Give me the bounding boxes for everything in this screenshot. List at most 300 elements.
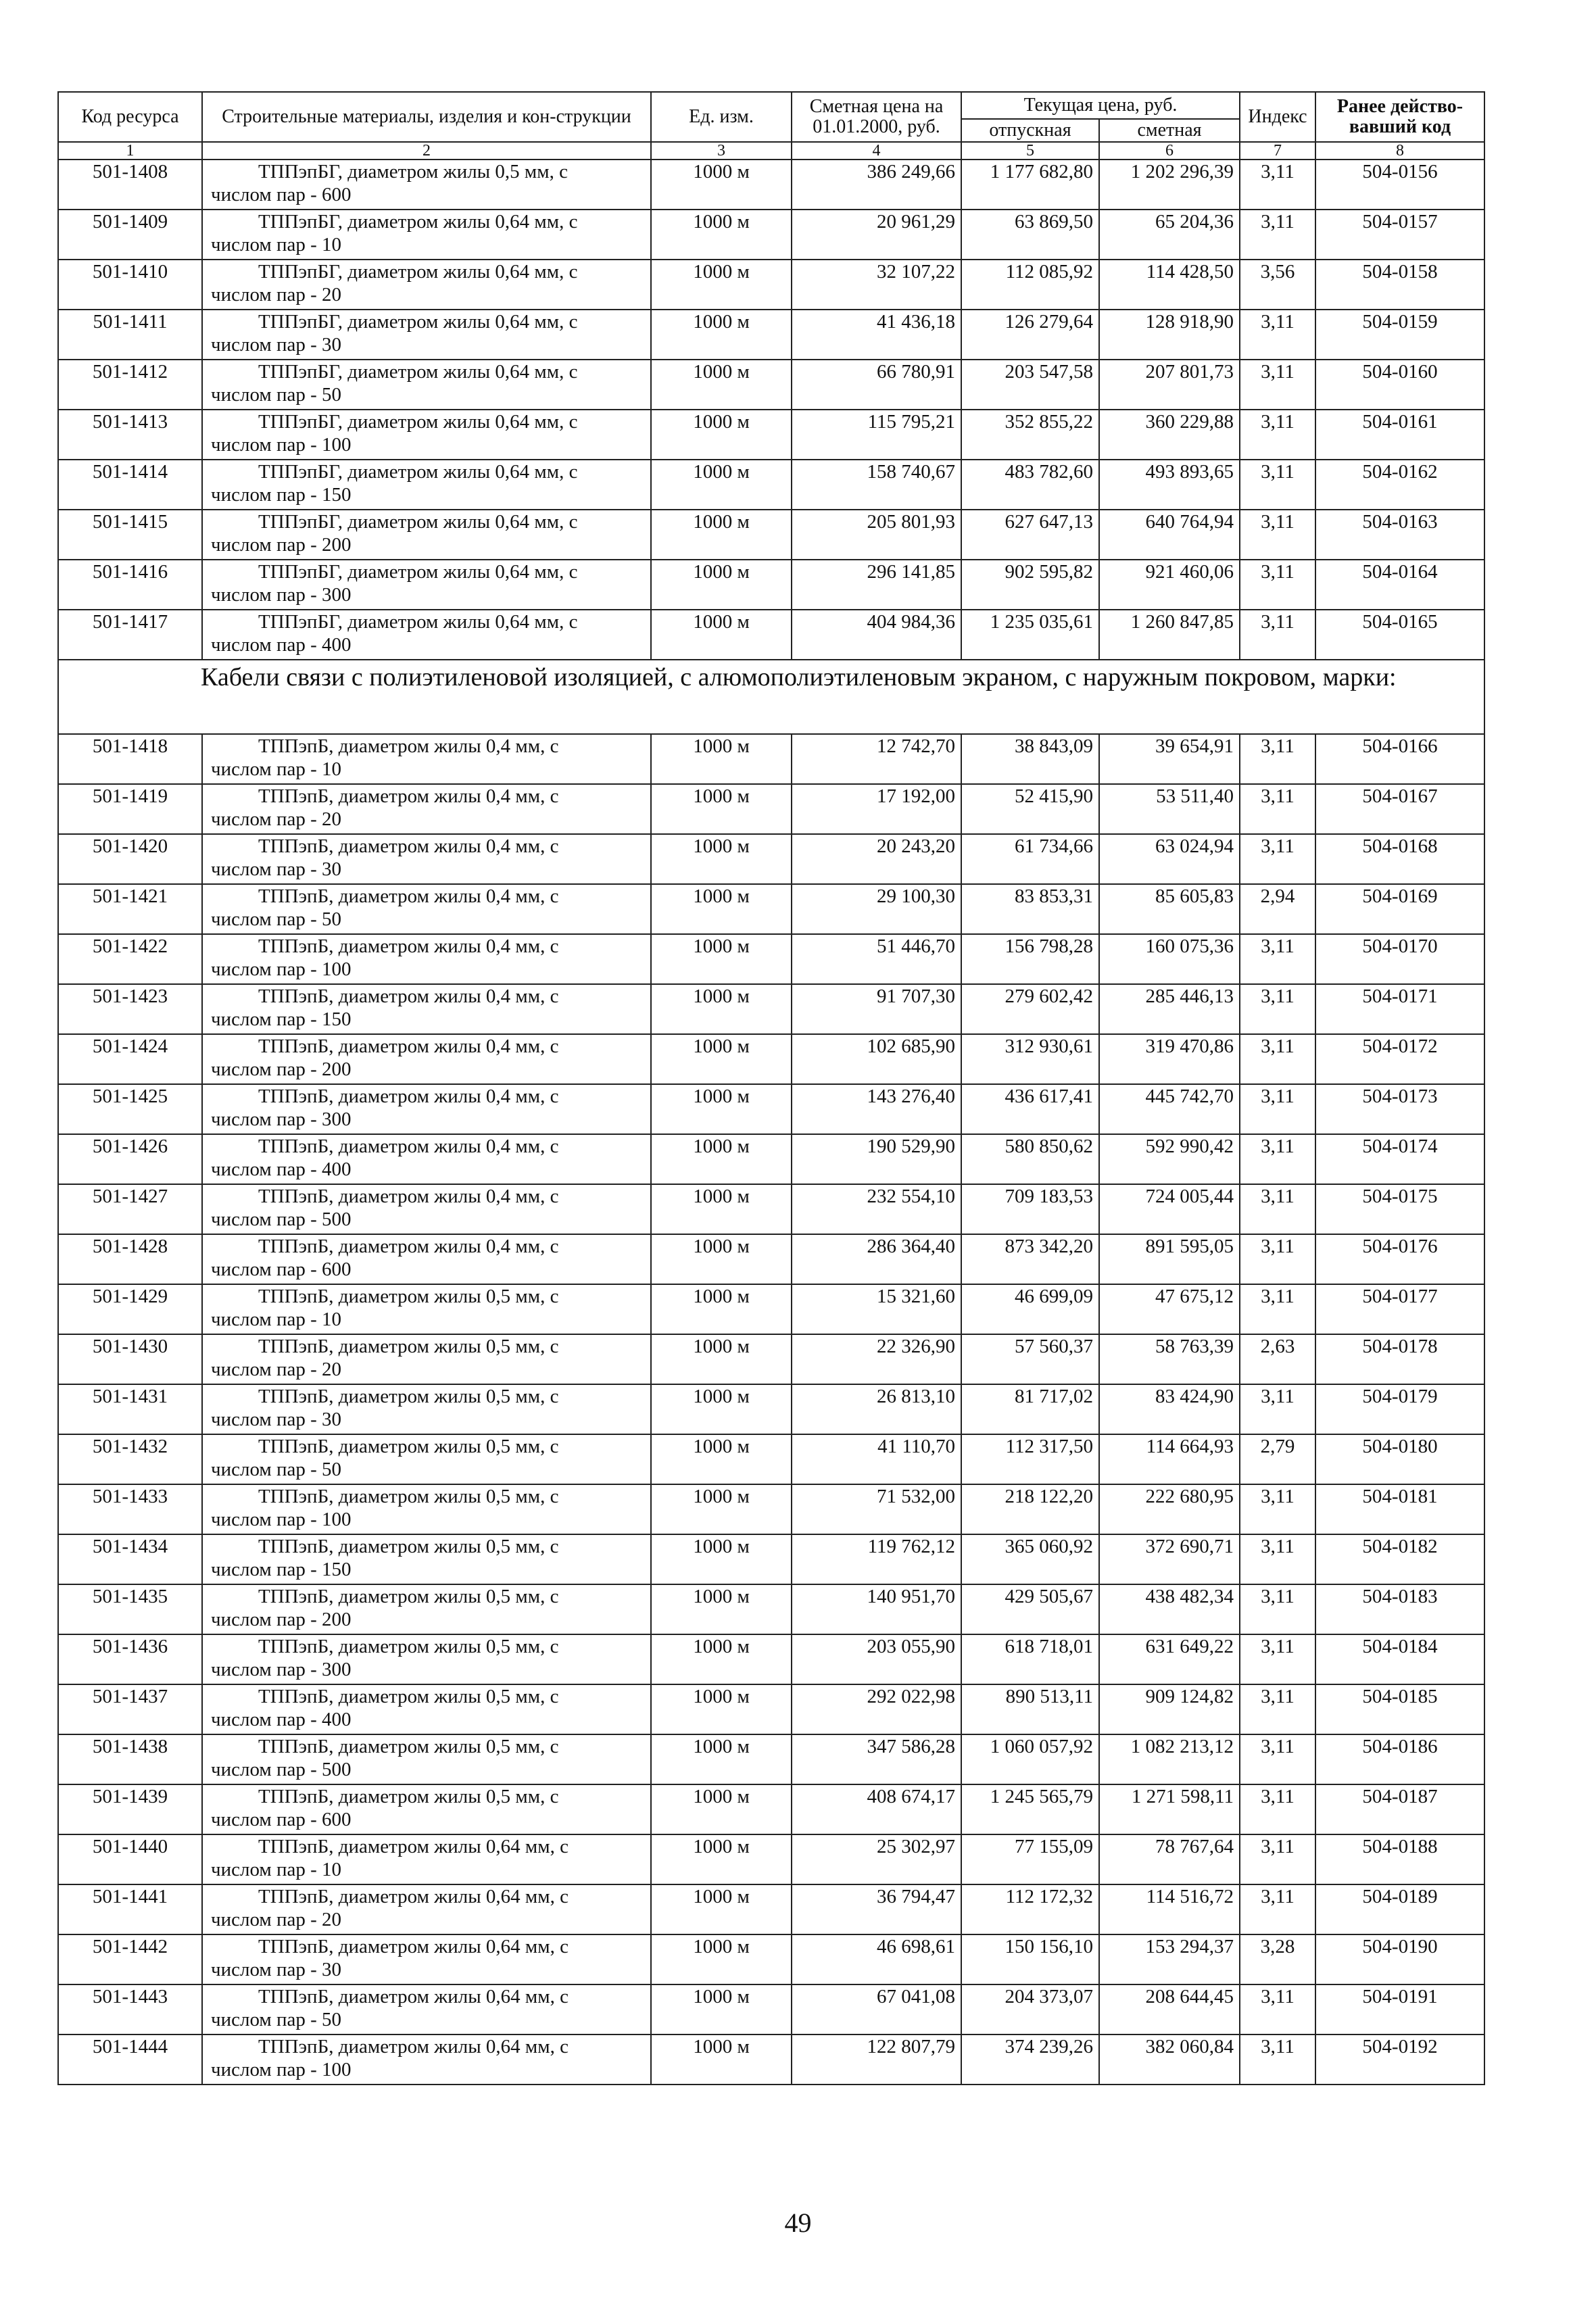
previous-code: 504-0161 xyxy=(1315,410,1484,460)
unit: 1000 м xyxy=(651,310,792,360)
material-name xyxy=(202,884,651,934)
base-price: 286 364,40 xyxy=(792,1234,961,1284)
release-price: 483 782,60 xyxy=(961,460,1099,510)
previous-code: 504-0159 xyxy=(1315,310,1484,360)
resource-code: 501-1435 xyxy=(58,1584,202,1634)
table-row xyxy=(58,510,1484,560)
estimate-price: 83 424,90 xyxy=(1099,1384,1240,1434)
resource-code: 501-1418 xyxy=(58,734,202,784)
previous-code: 504-0186 xyxy=(1315,1734,1484,1784)
base-price: 51 446,70 xyxy=(792,934,961,984)
base-price: 22 326,90 xyxy=(792,1334,961,1384)
release-price: 279 602,42 xyxy=(961,984,1099,1034)
release-price: 1 235 035,61 xyxy=(961,610,1099,660)
resource-code: 501-1432 xyxy=(58,1434,202,1484)
material-name-line1: ТППэпБ, диаметром жилы 0,4 мм, с xyxy=(258,935,559,957)
material-name-line2: числом пар - 300 xyxy=(211,1108,352,1130)
unit: 1000 м xyxy=(651,260,792,310)
price-index: 3,11 xyxy=(1240,2034,1315,2085)
unit: 1000 м xyxy=(651,884,792,934)
resource-code: 501-1413 xyxy=(58,410,202,460)
base-price: 41 436,18 xyxy=(792,310,961,360)
table-header xyxy=(58,92,1484,160)
column-number: 8 xyxy=(1315,142,1484,160)
release-price: 580 850,62 xyxy=(961,1134,1099,1184)
base-price: 190 529,90 xyxy=(792,1134,961,1184)
material-name xyxy=(202,1984,651,2034)
material-name-line1: ТППэпБ, диаметром жилы 0,4 мм, с xyxy=(258,1186,559,1207)
unit: 1000 м xyxy=(651,784,792,834)
material-name xyxy=(202,1684,651,1734)
column-number: 3 xyxy=(651,142,792,160)
resource-code: 501-1422 xyxy=(58,934,202,984)
material-name-line1: ТППэпБ, диаметром жилы 0,64 мм, с xyxy=(258,1886,569,1907)
material-name xyxy=(202,1584,651,1634)
price-index: 3,11 xyxy=(1240,410,1315,460)
previous-code: 504-0156 xyxy=(1315,160,1484,210)
table-row xyxy=(58,984,1484,1034)
resource-code: 501-1440 xyxy=(58,1834,202,1884)
unit: 1000 м xyxy=(651,1634,792,1684)
base-price: 29 100,30 xyxy=(792,884,961,934)
estimate-price: 222 680,95 xyxy=(1099,1484,1240,1534)
base-price: 119 762,12 xyxy=(792,1534,961,1584)
price-index: 3,11 xyxy=(1240,1184,1315,1234)
table-row xyxy=(58,1284,1484,1334)
material-name xyxy=(202,410,651,460)
table-row xyxy=(58,310,1484,360)
price-index: 3,11 xyxy=(1240,1384,1315,1434)
resource-code: 501-1411 xyxy=(58,310,202,360)
unit: 1000 м xyxy=(651,1884,792,1934)
material-name xyxy=(202,1384,651,1434)
table-row xyxy=(58,1834,1484,1884)
previous-code: 504-0184 xyxy=(1315,1634,1484,1684)
release-price: 204 373,07 xyxy=(961,1984,1099,2034)
material-name xyxy=(202,1484,651,1534)
material-name-line1: ТППэпБГ, диаметром жилы 0,64 мм, с xyxy=(258,611,578,633)
header-base-price: Сметная цена на 01.01.2000, руб. xyxy=(792,92,961,142)
base-price: 203 055,90 xyxy=(792,1634,961,1684)
previous-code: 504-0176 xyxy=(1315,1234,1484,1284)
estimate-price: 114 516,72 xyxy=(1099,1884,1240,1934)
table-row xyxy=(58,460,1484,510)
table-row xyxy=(58,560,1484,610)
estimate-price: 47 675,12 xyxy=(1099,1284,1240,1334)
header-estimate-price: сметная xyxy=(1099,119,1240,142)
material-name-line2: числом пар - 30 xyxy=(211,1959,342,1980)
material-name-line2: числом пар - 600 xyxy=(211,1809,352,1830)
resource-code: 501-1433 xyxy=(58,1484,202,1534)
page-number: 49 xyxy=(784,2208,812,2238)
estimate-price: 438 482,34 xyxy=(1099,1584,1240,1634)
resource-code: 501-1436 xyxy=(58,1634,202,1684)
resource-code: 501-1443 xyxy=(58,1984,202,2034)
resource-code: 501-1438 xyxy=(58,1734,202,1784)
estimate-price: 78 767,64 xyxy=(1099,1834,1240,1884)
column-number: 2 xyxy=(202,142,651,160)
header-index: Индекс xyxy=(1240,92,1315,142)
unit: 1000 м xyxy=(651,1484,792,1534)
material-name-line1: ТППэпБГ, диаметром жилы 0,64 мм, с xyxy=(258,411,578,433)
price-index: 2,94 xyxy=(1240,884,1315,934)
previous-code: 504-0165 xyxy=(1315,610,1484,660)
base-price: 17 192,00 xyxy=(792,784,961,834)
header-code: Код ресурса xyxy=(58,92,202,142)
previous-code: 504-0171 xyxy=(1315,984,1484,1034)
resource-code: 501-1426 xyxy=(58,1134,202,1184)
table-row xyxy=(58,1134,1484,1184)
price-index: 3,11 xyxy=(1240,1484,1315,1534)
price-index: 3,11 xyxy=(1240,934,1315,984)
estimate-price: 53 511,40 xyxy=(1099,784,1240,834)
column-number: 1 xyxy=(58,142,202,160)
release-price: 150 156,10 xyxy=(961,1934,1099,1984)
release-price: 112 172,32 xyxy=(961,1884,1099,1934)
material-name xyxy=(202,210,651,260)
previous-code: 504-0192 xyxy=(1315,2034,1484,2085)
price-index: 3,11 xyxy=(1240,1734,1315,1784)
material-name-line1: ТППэпБГ, диаметром жилы 0,64 мм, с xyxy=(258,561,578,583)
material-name-line1: ТППэпБ, диаметром жилы 0,5 мм, с xyxy=(258,1386,559,1407)
price-index: 3,11 xyxy=(1240,1234,1315,1284)
material-name-line1: ТППэпБ, диаметром жилы 0,64 мм, с xyxy=(258,1936,569,1957)
material-name xyxy=(202,1034,651,1084)
release-price: 374 239,26 xyxy=(961,2034,1099,2085)
material-name-line2: числом пар - 500 xyxy=(211,1759,352,1780)
unit: 1000 м xyxy=(651,1434,792,1484)
base-price: 292 022,98 xyxy=(792,1684,961,1734)
base-price: 205 801,93 xyxy=(792,510,961,560)
material-name xyxy=(202,1634,651,1684)
price-index: 3,11 xyxy=(1240,1534,1315,1584)
release-price: 63 869,50 xyxy=(961,210,1099,260)
price-table-sheet xyxy=(57,91,1484,2085)
base-price: 232 554,10 xyxy=(792,1184,961,1234)
material-name-line2: числом пар - 200 xyxy=(211,534,352,556)
material-name xyxy=(202,1284,651,1334)
material-name xyxy=(202,1434,651,1484)
release-price: 1 245 565,79 xyxy=(961,1784,1099,1834)
material-name-line1: ТППэпБ, диаметром жилы 0,5 мм, с xyxy=(258,1436,559,1457)
base-price: 66 780,91 xyxy=(792,360,961,410)
material-name-line1: ТППэпБ, диаметром жилы 0,64 мм, с xyxy=(258,1986,569,2007)
material-name-line2: числом пар - 100 xyxy=(211,958,352,980)
unit: 1000 м xyxy=(651,984,792,1034)
material-name-line2: числом пар - 100 xyxy=(211,2059,352,2080)
table-row xyxy=(58,210,1484,260)
estimate-price: 1 271 598,11 xyxy=(1099,1784,1240,1834)
material-name xyxy=(202,1534,651,1584)
release-price: 429 505,67 xyxy=(961,1584,1099,1634)
price-index: 3,11 xyxy=(1240,1634,1315,1684)
table-row xyxy=(58,1884,1484,1934)
resource-code: 501-1419 xyxy=(58,784,202,834)
previous-code: 504-0158 xyxy=(1315,260,1484,310)
material-name-line2: числом пар - 30 xyxy=(211,334,342,356)
unit: 1000 м xyxy=(651,834,792,884)
release-price: 57 560,37 xyxy=(961,1334,1099,1384)
table-row xyxy=(58,1934,1484,1984)
resource-code: 501-1429 xyxy=(58,1284,202,1334)
estimate-price: 360 229,88 xyxy=(1099,410,1240,460)
material-name xyxy=(202,1084,651,1134)
unit: 1000 м xyxy=(651,510,792,560)
base-price: 41 110,70 xyxy=(792,1434,961,1484)
base-price: 12 742,70 xyxy=(792,734,961,784)
base-price: 158 740,67 xyxy=(792,460,961,510)
previous-code: 504-0180 xyxy=(1315,1434,1484,1484)
material-name xyxy=(202,1934,651,1984)
material-name xyxy=(202,310,651,360)
base-price: 25 302,97 xyxy=(792,1834,961,1884)
material-name-line1: ТППэпБ, диаметром жилы 0,5 мм, с xyxy=(258,1786,559,1807)
material-name-line2: числом пар - 20 xyxy=(211,808,342,830)
column-number: 6 xyxy=(1099,142,1240,160)
header-current-price: Текущая цена, руб. xyxy=(961,92,1240,119)
unit: 1000 м xyxy=(651,560,792,610)
resource-code: 501-1414 xyxy=(58,460,202,510)
price-index: 3,11 xyxy=(1240,1034,1315,1084)
material-name-line1: ТППэпБ, диаметром жилы 0,4 мм, с xyxy=(258,1236,559,1257)
table-row xyxy=(58,1334,1484,1384)
unit: 1000 м xyxy=(651,734,792,784)
unit: 1000 м xyxy=(651,1784,792,1834)
previous-code: 504-0187 xyxy=(1315,1784,1484,1834)
material-name-line2: числом пар - 200 xyxy=(211,1609,352,1630)
release-price: 46 699,09 xyxy=(961,1284,1099,1334)
table-row xyxy=(58,934,1484,984)
material-name-line1: ТППэпБГ, диаметром жилы 0,64 мм, с xyxy=(258,311,578,333)
material-name xyxy=(202,734,651,784)
release-price: 1 177 682,80 xyxy=(961,160,1099,210)
resource-code: 501-1410 xyxy=(58,260,202,310)
material-name-line1: ТППэпБ, диаметром жилы 0,5 мм, с xyxy=(258,1336,559,1357)
estimate-price: 631 649,22 xyxy=(1099,1634,1240,1684)
release-price: 312 930,61 xyxy=(961,1034,1099,1084)
previous-code: 504-0172 xyxy=(1315,1034,1484,1084)
material-name-line1: ТППэпБ, диаметром жилы 0,64 мм, с xyxy=(258,1836,569,1857)
unit: 1000 м xyxy=(651,410,792,460)
release-price: 156 798,28 xyxy=(961,934,1099,984)
material-name-line1: ТППэпБГ, диаметром жилы 0,64 мм, с xyxy=(258,511,578,533)
estimate-price: 128 918,90 xyxy=(1099,310,1240,360)
material-name-line1: ТППэпБГ, диаметром жилы 0,64 мм, с xyxy=(258,261,578,283)
base-price: 67 041,08 xyxy=(792,1984,961,2034)
resource-code: 501-1437 xyxy=(58,1684,202,1734)
price-index: 3,11 xyxy=(1240,460,1315,510)
table-row xyxy=(58,1484,1484,1534)
estimate-price: 207 801,73 xyxy=(1099,360,1240,410)
material-name xyxy=(202,560,651,610)
estimate-price: 445 742,70 xyxy=(1099,1084,1240,1134)
base-price: 404 984,36 xyxy=(792,610,961,660)
material-name xyxy=(202,2034,651,2085)
unit: 1000 м xyxy=(651,360,792,410)
table-body-b xyxy=(58,734,1484,2085)
base-price: 386 249,66 xyxy=(792,160,961,210)
base-price: 115 795,21 xyxy=(792,410,961,460)
material-name-line1: ТППэпБГ, диаметром жилы 0,64 мм, с xyxy=(258,461,578,483)
material-name-line2: числом пар - 600 xyxy=(211,1259,352,1280)
previous-code: 504-0167 xyxy=(1315,784,1484,834)
release-price: 890 513,11 xyxy=(961,1684,1099,1734)
material-name xyxy=(202,1784,651,1834)
previous-code: 504-0164 xyxy=(1315,560,1484,610)
release-price: 112 317,50 xyxy=(961,1434,1099,1484)
table-row xyxy=(58,1034,1484,1084)
material-name-line2: числом пар - 200 xyxy=(211,1058,352,1080)
table-row xyxy=(58,1084,1484,1134)
material-name-line2: числом пар - 30 xyxy=(211,1409,342,1430)
table-row xyxy=(58,784,1484,834)
price-index: 3,11 xyxy=(1240,310,1315,360)
estimate-price: 319 470,86 xyxy=(1099,1034,1240,1084)
base-price: 32 107,22 xyxy=(792,260,961,310)
material-name xyxy=(202,984,651,1034)
base-price: 26 813,10 xyxy=(792,1384,961,1434)
release-price: 38 843,09 xyxy=(961,734,1099,784)
material-name-line1: ТППэпБ, диаметром жилы 0,5 мм, с xyxy=(258,1486,559,1507)
release-price: 436 617,41 xyxy=(961,1084,1099,1134)
material-name-line1: ТППэпБ, диаметром жилы 0,5 мм, с xyxy=(258,1536,559,1557)
price-index: 3,11 xyxy=(1240,1684,1315,1734)
unit: 1000 м xyxy=(651,1384,792,1434)
previous-code: 504-0174 xyxy=(1315,1134,1484,1184)
material-name-line1: ТППэпБ, диаметром жилы 0,4 мм, с xyxy=(258,885,559,907)
previous-code: 504-0189 xyxy=(1315,1884,1484,1934)
price-index: 3,11 xyxy=(1240,734,1315,784)
unit: 1000 м xyxy=(651,1584,792,1634)
material-name-line1: ТППэпБ, диаметром жилы 0,4 мм, с xyxy=(258,985,559,1007)
unit: 1000 м xyxy=(651,2034,792,2085)
material-name xyxy=(202,784,651,834)
table-row xyxy=(58,834,1484,884)
material-name-line2: числом пар - 400 xyxy=(211,1159,352,1180)
resource-code: 501-1408 xyxy=(58,160,202,210)
base-price: 408 674,17 xyxy=(792,1784,961,1834)
release-price: 218 122,20 xyxy=(961,1484,1099,1534)
material-name xyxy=(202,934,651,984)
material-name-line1: ТППэпБ, диаметром жилы 0,4 мм, с xyxy=(258,1136,559,1157)
material-name-line2: числом пар - 300 xyxy=(211,584,352,606)
material-name xyxy=(202,460,651,510)
release-price: 126 279,64 xyxy=(961,310,1099,360)
base-price: 143 276,40 xyxy=(792,1084,961,1134)
estimate-price: 114 664,93 xyxy=(1099,1434,1240,1484)
unit: 1000 м xyxy=(651,1984,792,2034)
base-price: 46 698,61 xyxy=(792,1934,961,1984)
unit: 1000 м xyxy=(651,1184,792,1234)
material-name-line2: числом пар - 150 xyxy=(211,484,352,506)
previous-code: 504-0166 xyxy=(1315,734,1484,784)
unit: 1000 м xyxy=(651,460,792,510)
material-name-line1: ТППэпБГ, диаметром жилы 0,64 мм, с xyxy=(258,361,578,383)
unit: 1000 м xyxy=(651,1284,792,1334)
base-price: 20 243,20 xyxy=(792,834,961,884)
release-price: 873 342,20 xyxy=(961,1234,1099,1284)
material-name xyxy=(202,1734,651,1784)
estimate-price: 160 075,36 xyxy=(1099,934,1240,984)
release-price: 52 415,90 xyxy=(961,784,1099,834)
resource-code: 501-1412 xyxy=(58,360,202,410)
unit: 1000 м xyxy=(651,934,792,984)
estimate-price: 909 124,82 xyxy=(1099,1684,1240,1734)
estimate-price: 382 060,84 xyxy=(1099,2034,1240,2085)
estimate-price: 114 428,50 xyxy=(1099,260,1240,310)
unit: 1000 м xyxy=(651,1684,792,1734)
material-name xyxy=(202,160,651,210)
column-number: 5 xyxy=(961,142,1099,160)
table-row xyxy=(58,1184,1484,1234)
table-row xyxy=(58,1784,1484,1834)
unit: 1000 м xyxy=(651,1934,792,1984)
column-number: 4 xyxy=(792,142,961,160)
base-price: 296 141,85 xyxy=(792,560,961,610)
release-price: 1 060 057,92 xyxy=(961,1734,1099,1784)
material-name-line2: числом пар - 150 xyxy=(211,1559,352,1580)
table-row xyxy=(58,160,1484,210)
unit: 1000 м xyxy=(651,1534,792,1584)
material-name-line2: числом пар - 100 xyxy=(211,434,352,456)
price-index: 3,11 xyxy=(1240,984,1315,1034)
material-name xyxy=(202,1184,651,1234)
table-row xyxy=(58,1534,1484,1584)
price-index: 3,11 xyxy=(1240,510,1315,560)
resource-code: 501-1420 xyxy=(58,834,202,884)
material-name-line2: числом пар - 300 xyxy=(211,1659,352,1680)
material-name-line2: числом пар - 50 xyxy=(211,384,342,406)
unit: 1000 м xyxy=(651,1134,792,1184)
release-price: 112 085,92 xyxy=(961,260,1099,310)
release-price: 77 155,09 xyxy=(961,1834,1099,1884)
table-row xyxy=(58,1984,1484,2034)
material-name-line1: ТППэпБ, диаметром жилы 0,5 мм, с xyxy=(258,1586,559,1607)
base-price: 71 532,00 xyxy=(792,1484,961,1534)
previous-code: 504-0181 xyxy=(1315,1484,1484,1534)
estimate-price: 85 605,83 xyxy=(1099,884,1240,934)
price-index: 3,11 xyxy=(1240,1584,1315,1634)
material-name-line1: ТППэпБ, диаметром жилы 0,4 мм, с xyxy=(258,735,559,757)
price-index: 3,11 xyxy=(1240,1984,1315,2034)
price-index: 3,11 xyxy=(1240,1084,1315,1134)
table-row xyxy=(58,260,1484,310)
release-price: 902 595,82 xyxy=(961,560,1099,610)
unit: 1000 м xyxy=(651,610,792,660)
previous-code: 504-0177 xyxy=(1315,1284,1484,1334)
material-name xyxy=(202,610,651,660)
material-name-line2: числом пар - 10 xyxy=(211,234,342,255)
base-price: 347 586,28 xyxy=(792,1734,961,1784)
table-row xyxy=(58,1634,1484,1684)
header-unit: Ед. изм. xyxy=(651,92,792,142)
material-name xyxy=(202,834,651,884)
column-number: 7 xyxy=(1240,142,1315,160)
material-name xyxy=(202,260,651,310)
material-name-line2: числом пар - 50 xyxy=(211,1459,342,1480)
price-index: 3,11 xyxy=(1240,210,1315,260)
material-name-line1: ТППэпБ, диаметром жилы 0,4 мм, с xyxy=(258,785,559,807)
price-index: 3,11 xyxy=(1240,834,1315,884)
material-name-line1: ТППэпБ, диаметром жилы 0,5 мм, с xyxy=(258,1636,559,1657)
table-row xyxy=(58,1584,1484,1634)
previous-code: 504-0163 xyxy=(1315,510,1484,560)
price-index: 3,11 xyxy=(1240,560,1315,610)
material-name-line1: ТППэпБ, диаметром жилы 0,5 мм, с xyxy=(258,1686,559,1707)
header-release-price: отпускная xyxy=(961,119,1099,142)
resource-code: 501-1430 xyxy=(58,1334,202,1384)
price-index: 3,11 xyxy=(1240,1884,1315,1934)
